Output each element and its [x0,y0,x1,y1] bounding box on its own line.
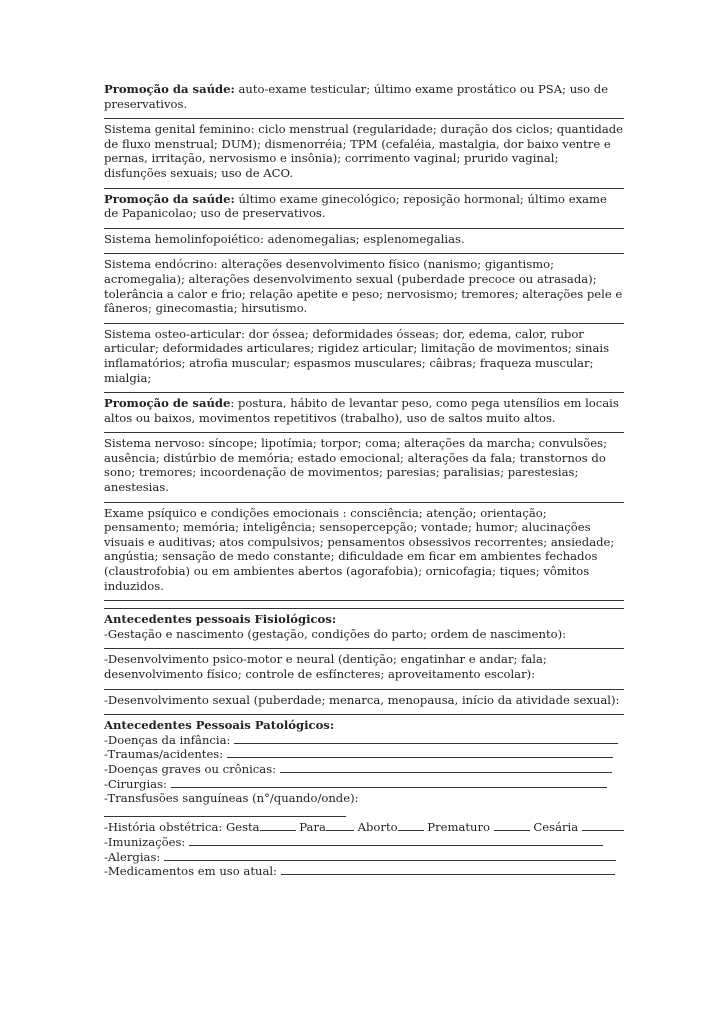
divider [104,425,624,433]
cesaria-label: Cesária [529,820,579,835]
obstetrica-label: -História obstétrica: Gesta [104,820,260,835]
divider [104,181,624,189]
medicamentos-field[interactable] [104,864,624,879]
imunizacoes-field[interactable] [104,835,624,850]
transfusoes-field [104,791,624,806]
divider [104,316,624,324]
psicomotor: -Desenvolvimento psico-motor e neural (dentição; engatinhar e andar; fala; desenvolvimento físico; controle de esfíncteres; aproveitamento escolar): [104,652,547,681]
promo-male-text: auto-exame testicular; último exame prostático ou PSA; uso de preservativos. [104,82,609,111]
prematuro-label: Prematuro [423,820,491,835]
traumas-label: -Traumas/acidentes: [104,747,224,762]
para-label: Para [295,820,326,835]
promo-fem [104,192,624,221]
alergias-blank[interactable] [164,850,616,861]
aborto-label: Aborto [353,820,398,835]
cirurgias-field[interactable] [104,777,624,792]
promo-male-label: Promoção da saúde: [104,82,235,96]
divider [104,385,624,393]
divider [104,601,624,609]
gestacao: -Gestação e nascimento (gestação, condições do parto; ordem de nascimento): [104,626,567,641]
sexual: -Desenvolvimento sexual (puberdade; menarca, menopausa, início da atividade sexual): [104,692,620,707]
promo-fem-label: Promoção da saúde: [104,191,235,206]
divider [104,246,624,254]
pato-title: Antecedentes Pessoais Patológicos: [104,718,335,733]
transfusoes-blank[interactable] [104,806,346,817]
para-blank[interactable] [326,820,354,831]
promo-osteo-text: : postura, hábito de levantar peso, como pega utensílios em locais altos ou baixos, movimentos repetitivos (trabalho), uso de saltos muito altos. [104,396,619,425]
gesta-blank[interactable] [260,820,296,831]
divider [104,707,624,715]
promo-osteo [104,396,624,425]
infancia-blank[interactable] [234,733,618,744]
cirurgias-blank[interactable] [171,777,607,788]
divider [104,593,624,601]
fisio-title: Antecedentes pessoais Fisiológicos: [104,612,337,627]
promo-fem-text: último exame ginecológico; reposição hormonal; último exame de Papanicolao; uso de preservativos. [104,191,607,221]
aborto-blank[interactable] [398,820,424,831]
alergias-field[interactable] [104,850,624,865]
medicamentos-blank[interactable] [281,864,615,875]
prematuro-blank[interactable] [494,820,530,831]
alergias-label: -Alergias: [104,849,161,864]
osteo: Sistema osteo-articular: dor óssea; deformidades ósseas; dor, edema, calor, rubor articular; deformidades articulares; rigidez articular; limitação de movimentos; sinais inflamatórios; atrofia muscular; espasmos musculares; câibras; fraqueza muscular; mialgia; [104,326,610,385]
endocrino: Sistema endócrino: alterações desenvolvimento físico (nanismo; gigantismo; acromegalia); alterações desenvolvimento sexual (puberdade precoce ou atrasada); tolerância a calor e frio; relação apetite e peso; nervosismo; tremores; alterações pele e fâneros; ginecomastia; hirsutismo. [104,257,623,316]
psiquico: Exame psíquico e condições emocionais : consciência; atenção; orientação; pensamento; memória; inteligência; sensopercepção; vontade; humor; alucinações visuais e auditivas; atos compulsivos; pensamentos obsessivos recorrentes; ansiedade; angústia; sensação de medo constante; dificuldade em ficar em ambientes fechados (claustrofobia) ou em ambientes abertos (agorafobia); ornicofagia; tiques; vômitos induzidos. [104,505,615,593]
divider [104,682,624,690]
genital-fem: Sistema genital feminino: ciclo menstrual (regularidade; duração dos ciclos; quantidade de fluxo menstrual; DUM); dismenorréia; TPM (cefaléia, mastalgia, dor baixo ventre e pernas, irritação, nervosismo e insônia); corrimento vaginal; prurido vaginal; disfunções sexuais; uso de ACO. [104,122,624,180]
divider [104,221,624,229]
traumas-blank[interactable] [227,747,613,758]
imunizacoes-blank[interactable] [189,835,603,846]
medicamentos-label: -Medicamentos em uso atual: [104,864,277,879]
promo-osteo-label: Promoção de saúde [104,396,231,411]
imunizacoes-label: -Imunizações: [104,834,186,849]
graves-field[interactable] [104,762,624,777]
graves-blank[interactable] [280,762,612,773]
cesaria-blank[interactable] [582,820,624,831]
transfusoes-blank-line[interactable] [104,806,624,821]
divider [104,111,624,119]
obstetrica-field[interactable] [104,820,624,835]
infancia-label: -Doenças da infância: [104,732,231,747]
nervoso: Sistema nervoso: síncope; lipotímia; torpor; coma; alterações da marcha; convulsões; ausência; distúrbio de memória; estado emocional; alterações da fala; transtornos do sono; tremores; incoordenação de movimentos; paresias; paralisias; parestesias; anestesias. [104,436,607,495]
graves-label: -Doenças graves ou crônicas: [104,761,277,776]
promo-male [104,82,624,111]
traumas-field[interactable] [104,747,624,762]
infancia-field[interactable] [104,733,624,748]
divider [104,495,624,503]
transfusoes-label: -Transfusões sanguíneas (n°/quando/onde): [104,791,359,806]
divider [104,641,624,649]
hemolinfo: Sistema hemolinfopoiético: adenomegalias; esplenomegalias. [104,231,465,246]
cirurgias-label: -Cirurgias: [104,776,167,791]
